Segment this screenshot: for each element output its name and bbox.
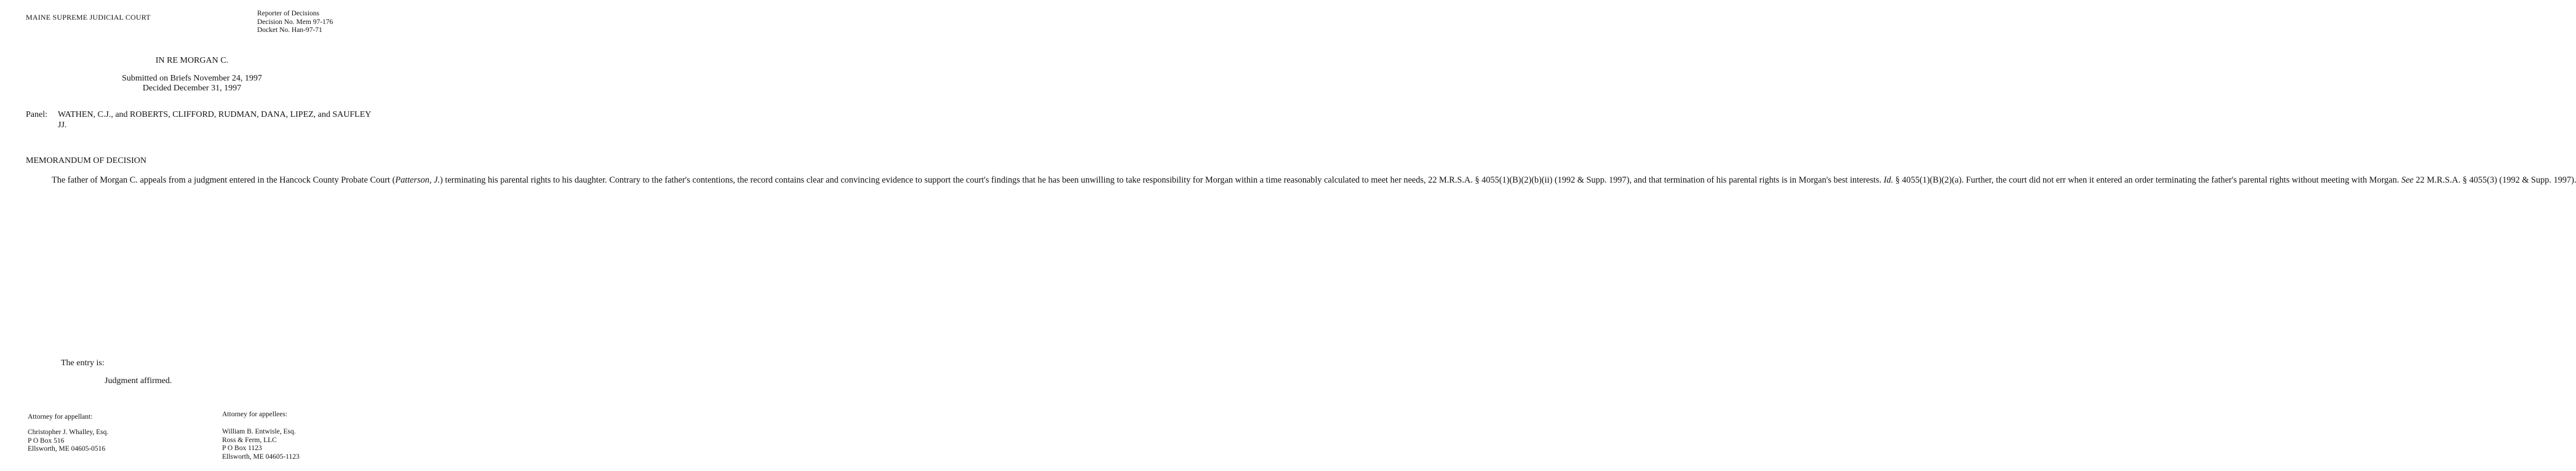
panel-judges: WATHEN, C.J., and ROBERTS, CLIFFORD, RUDMAN, DANA, LIPEZ, and SAUFLEY JJ. xyxy=(58,110,371,130)
attorney-name: Christopher J. Whalley, Esq. xyxy=(28,429,109,436)
text-run: 22 M.R.S.A. § 4055(3) (1992 & Supp. 1997). xyxy=(2413,175,2576,185)
reporter-block xyxy=(257,10,333,35)
panel-label: Panel: xyxy=(26,110,47,119)
decision-body xyxy=(26,171,2576,190)
attorney-city: Ellsworth, ME 04605-1123 xyxy=(222,453,300,461)
appellant-attorney xyxy=(28,429,108,454)
judge-citation: Patterson, J. xyxy=(395,175,441,185)
see-citation: See xyxy=(2401,175,2414,185)
attorney-address: P O Box 1123 xyxy=(222,445,262,452)
attorney-name: William B. Entwisle, Esq. xyxy=(222,428,296,435)
attorney-firm: Ross & Ferm, LLC xyxy=(222,436,277,444)
docket-number: Docket No. Han-97-71 xyxy=(257,26,322,34)
appellees-attorney-label: Attorney for appellees: xyxy=(222,411,288,418)
id-citation: Id. xyxy=(1883,175,1894,185)
entry-label: The entry is: xyxy=(61,358,105,368)
submitted-date: Submitted on Briefs November 24, 1997 xyxy=(122,74,262,83)
case-dates xyxy=(0,74,384,93)
text-run: § 4055(1)(B)(2)(a). Further, the court did not err when it entered an order terminating the father's parental rights without meeting with Morgan. xyxy=(1893,175,2402,185)
attorney-city: Ellsworth, ME 04605-0516 xyxy=(28,445,106,453)
decision-paragraph xyxy=(26,171,2576,190)
appellees-attorney xyxy=(222,428,300,461)
text-run: ) terminating his parental rights to his daughter. Contrary to the father's contentions, the record contains clear and convincing evidence to support the court's findings that he has been unwilling to take responsibility for Morgan within a time reasonably calculated to meet her needs, 22 M.R.S.A. § 4055(1)(B)(2)(b)(ii) (1992 & Supp. 1997), and that termination of his parental rights is in Morgan's best interests. xyxy=(440,175,1884,185)
memorandum-heading: MEMORANDUM OF DECISION xyxy=(26,156,147,165)
text-run: The father of Morgan C. appeals from a judgment entered in the Hancock County Probate Court ( xyxy=(52,175,396,185)
decided-date: Decided December 31, 1997 xyxy=(142,84,242,93)
case-title: IN RE MORGAN C. xyxy=(155,56,229,65)
appellant-attorney-label: Attorney for appellant: xyxy=(28,413,93,421)
judgment-text: Judgment affirmed. xyxy=(105,376,172,386)
attorney-address: P O Box 516 xyxy=(28,437,65,445)
decision-number: Decision No. Mem 97-176 xyxy=(257,18,333,26)
court-name: MAINE SUPREME JUDICIAL COURT xyxy=(26,13,151,22)
reporter-line: Reporter of Decisions xyxy=(257,10,319,17)
